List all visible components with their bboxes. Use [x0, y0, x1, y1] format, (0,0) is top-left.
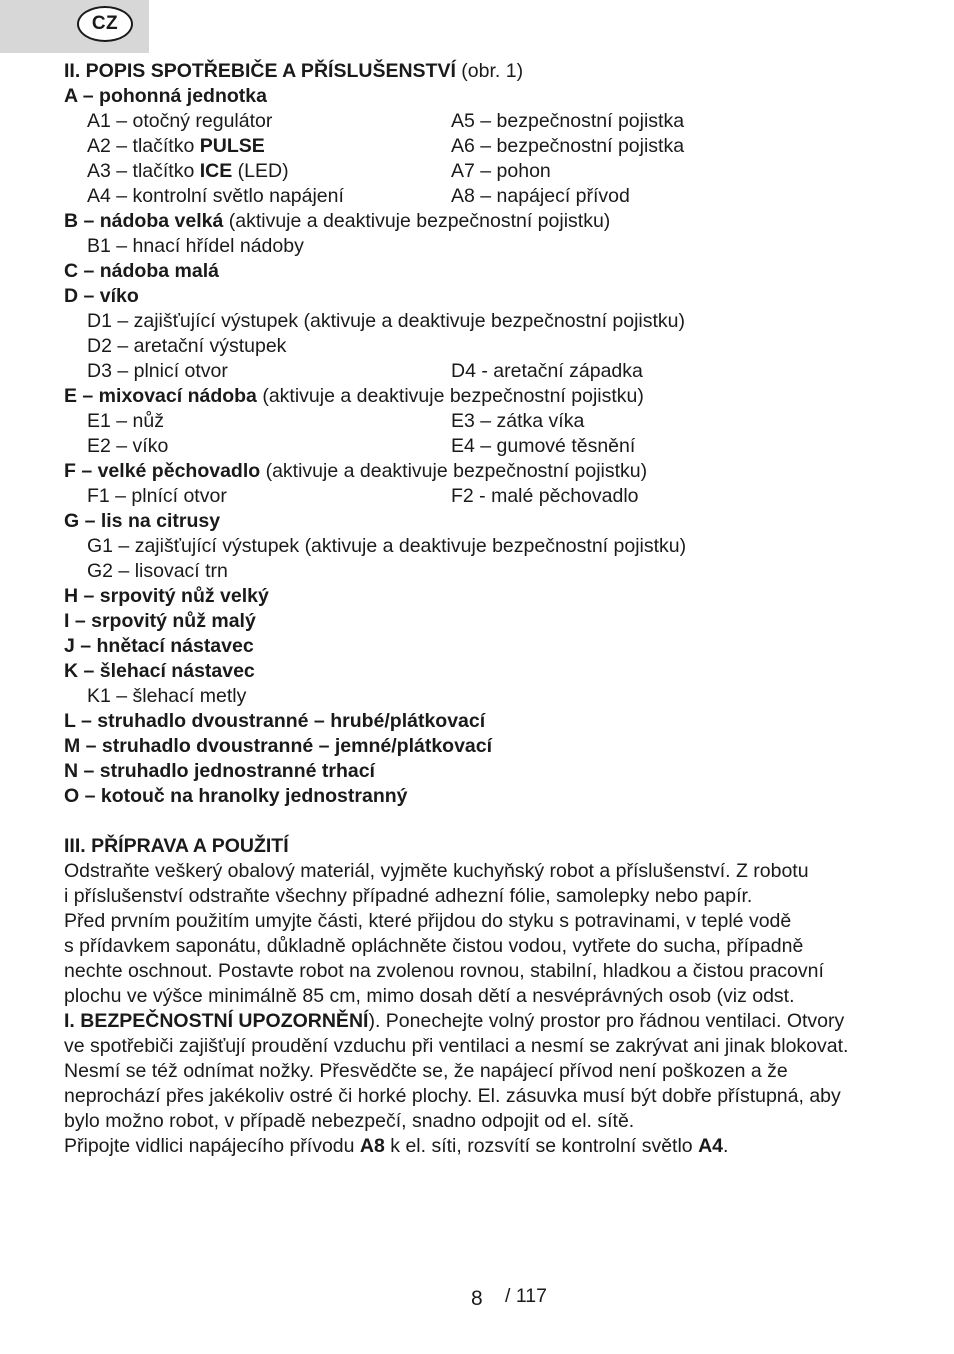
paragraph-line: I. BEZPEČNOSTNÍ UPOZORNĚNÍ). Ponechejte volný prostor pro řádnou ventilaci. Otvory — [64, 1010, 845, 1032]
paragraph-line: i příslušenství odstraňte všechny případné adhezní fólie, samolepky nebo papír. — [64, 885, 753, 907]
paragraph-line: bylo možno robot, v případě nebezpečí, snadno odpojit od el. sítě. — [64, 1110, 635, 1132]
part-row: B1 – hnací hřídel nádoby — [87, 235, 304, 257]
part-row: A2 – tlačítko PULSE A6 – bezpečnostní pojistka — [87, 135, 685, 157]
part-row: F1 – plnící otvor F2 - malé pěchovadlo — [87, 485, 639, 507]
paragraph-line: neprochází přes jakékoliv ostré či horké plochy. El. zásuvka musí být dobře přístupná, aby — [64, 1085, 841, 1107]
part-e-title: E – mixovací nádoba (aktivuje a deaktivuje bezpečnostní pojistku) — [64, 385, 644, 407]
part-row: D3 – plnicí otvor D4 - aretační západka — [87, 360, 643, 382]
part-row: E2 – víko E4 – gumové těsnění — [87, 435, 636, 457]
part-c-title: C – nádoba malá — [64, 260, 219, 282]
paragraph-line: s přídavkem saponátu, důkladně opláchněte čistou vodou, vytřete do sucha, případně — [64, 935, 804, 957]
part-row: K1 – šlehací metly — [87, 685, 247, 707]
paragraph-line: plochu ve výšce minimálně 85 cm, mimo dosah dětí a nesvéprávných osob (viz odst. — [64, 985, 795, 1007]
part-o-title: O – kotouč na hranolky jednostranný — [64, 785, 408, 807]
section-heading: III. PŘÍPRAVA A POUŽITÍ — [64, 835, 289, 857]
part-row: E1 – nůž E3 – zátka víka — [87, 410, 585, 432]
part-n-title: N – struhadlo jednostranné trhací — [64, 760, 375, 782]
part-l-title: L – struhadlo dvoustranné – hrubé/plátkovací — [64, 710, 486, 732]
part-f-title: F – velké pěchovadlo (aktivuje a deaktivuje bezpečnostní pojistku) — [64, 460, 648, 482]
part-a-title: A – pohonná jednotka — [64, 85, 267, 107]
paragraph-line: Nesmí se též odnímat nožky. Přesvědčte se, že napájecí přívod není poškozen a že — [64, 1060, 788, 1082]
part-d-title: D – víko — [64, 285, 139, 307]
part-row: D1 – zajišťující výstupek (aktivuje a deaktivuje bezpečnostní pojistku) — [87, 310, 686, 332]
part-g-title: G – lis na citrusy — [64, 510, 221, 532]
page-total: / 117 — [505, 1285, 547, 1307]
part-row: A1 – otočný regulátor A5 – bezpečnostní pojistka — [87, 110, 685, 132]
part-m-title: M – struhadlo dvoustranné – jemné/plátkovací — [64, 735, 493, 757]
part-j-title: J – hnětací nástavec — [64, 635, 254, 657]
part-row: A3 – tlačítko ICE (LED) A7 – pohon — [87, 160, 551, 182]
page-footer — [0, 1285, 954, 1315]
paragraph-line: Odstraňte veškerý obalový materiál, vyjměte kuchyňský robot a příslušenství. Z robotu — [64, 860, 809, 882]
paragraph-line: nechte oschnout. Postavte robot na zvolenou rovnou, stabilní, hladkou a čistou pracovní — [64, 960, 824, 982]
paragraph-line: Připojte vidlici napájecího přívodu A8 k el. síti, rozsvítí se kontrolní světlo A4. — [64, 1135, 729, 1157]
part-row: D2 – aretační výstupek — [87, 335, 287, 357]
part-row: G1 – zajišťující výstupek (aktivuje a deaktivuje bezpečnostní pojistku) — [87, 535, 687, 557]
part-h-title: H – srpovitý nůž velký — [64, 585, 269, 607]
paragraph-line: Před prvním použitím umyjte části, které přijdou do styku s potravinami, v teplé vodě — [64, 910, 792, 932]
page-number: 8 — [471, 1287, 483, 1310]
paragraph-line: ve spotřebiči zajišťují proudění vzduchu při ventilaci a nesmí se zakrývat ani jinak blokovat. — [64, 1035, 849, 1057]
section-heading: II. POPIS SPOTŘEBIČE A PŘÍSLUŠENSTVÍ (obr. 1) — [64, 60, 524, 82]
part-b-title: B – nádoba velká (aktivuje a deaktivuje bezpečnostní pojistku) — [64, 210, 611, 232]
spacer — [64, 809, 904, 834]
part-k-title: K – šlehací nástavec — [64, 660, 255, 682]
part-row: G2 – lisovací trn — [87, 560, 228, 582]
page-content — [64, 59, 904, 1159]
part-row: A4 – kontrolní světlo napájení A8 – napájecí přívod — [87, 185, 630, 207]
language-badge: CZ — [77, 6, 133, 42]
language-tab — [0, 0, 149, 53]
part-i-title: I – srpovitý nůž malý — [64, 610, 256, 632]
